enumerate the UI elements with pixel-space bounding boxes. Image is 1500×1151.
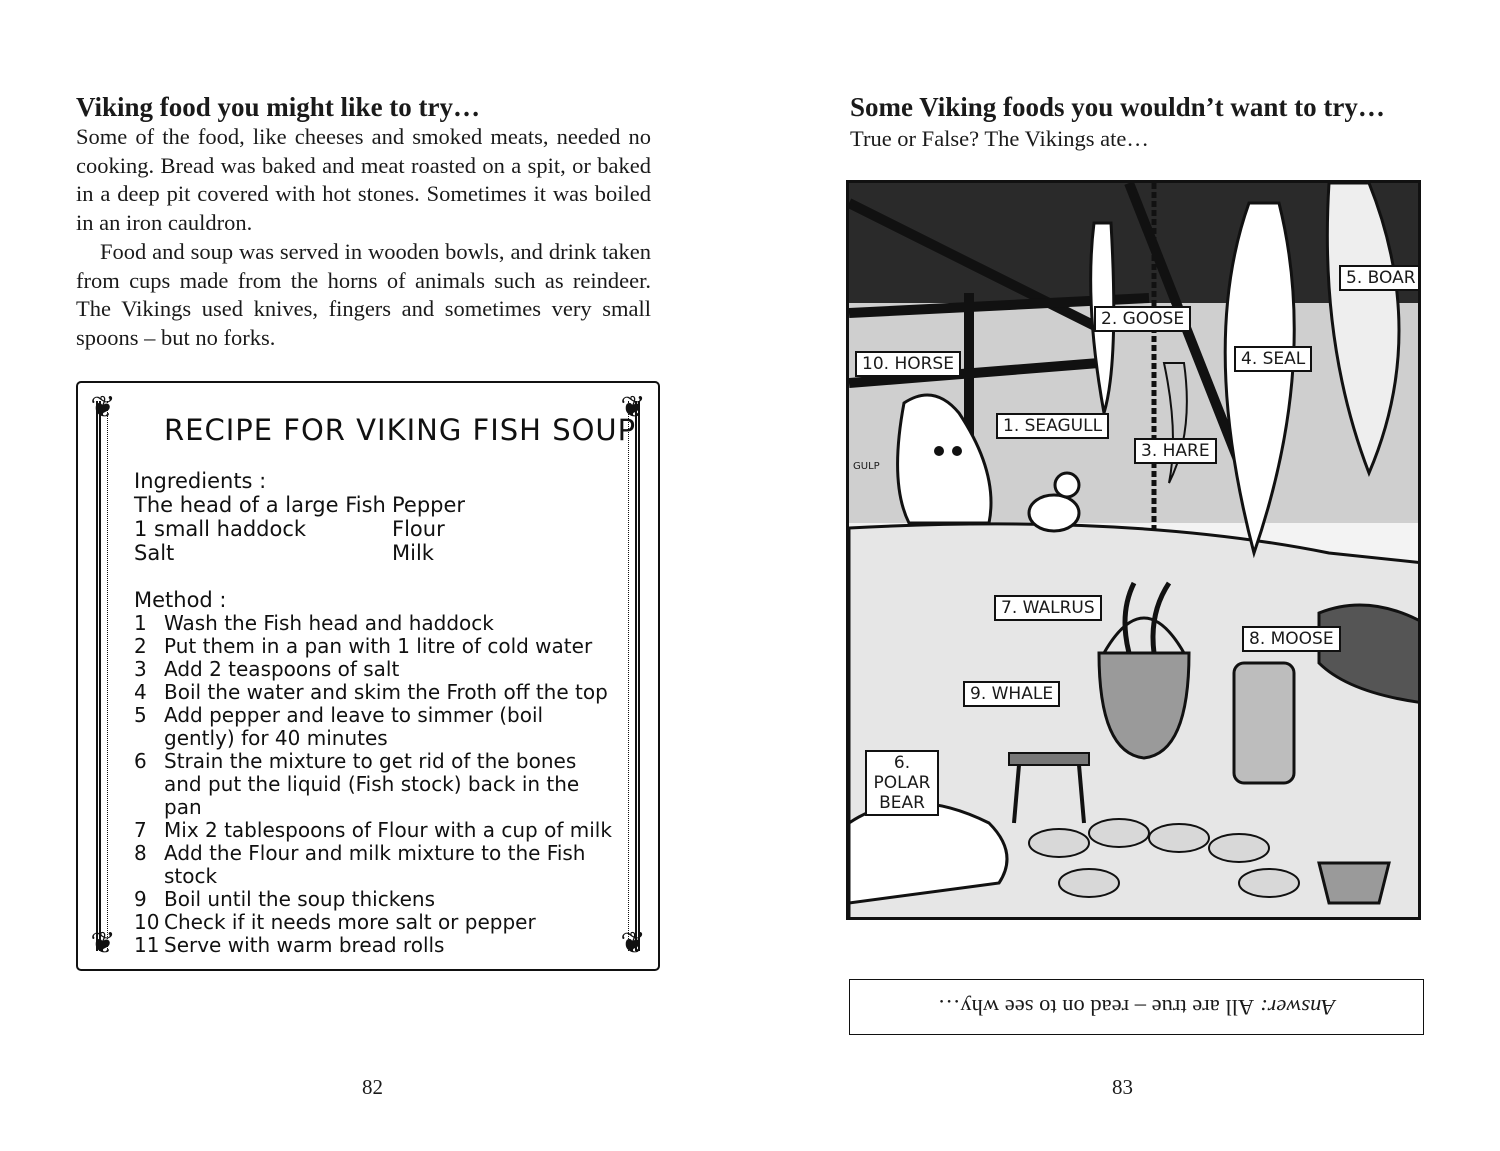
method-step	[134, 934, 614, 957]
method-step	[134, 635, 614, 658]
corner-ornament-icon: ❦	[90, 390, 116, 425]
label-horse: 10. HORSE	[855, 351, 961, 377]
method-step	[134, 888, 614, 911]
label-walrus: 7. WALRUS	[994, 595, 1102, 621]
method-step	[134, 750, 614, 819]
method-step	[134, 704, 614, 750]
step-number: 7	[134, 818, 147, 842]
ingredient-item: Milk	[392, 541, 434, 565]
step-text: Wash the Fish head and haddock	[164, 611, 494, 635]
left-heading: Viking food you might like to try…	[76, 92, 481, 122]
step-text: Add pepper and leave to simmer (boil gently) for 40 minutes	[164, 703, 544, 750]
label-whale: 9. WHALE	[963, 681, 1060, 707]
step-number: 3	[134, 657, 147, 681]
method-step	[134, 819, 614, 842]
step-number: 4	[134, 680, 147, 704]
step-number: 1	[134, 611, 147, 635]
step-number: 9	[134, 887, 147, 911]
step-number: 10	[134, 910, 160, 934]
method-step	[134, 612, 614, 635]
step-number: 8	[134, 841, 147, 865]
upside-down-answer-box	[849, 979, 1424, 1035]
ingredients-heading: Ingredients :	[134, 469, 267, 493]
method-heading: Method :	[134, 588, 227, 612]
ingredients-column-2	[392, 493, 465, 565]
right-subheading: True or False? The Vikings ate…	[850, 126, 1149, 151]
paragraph-cooking: Some of the food, like cheeses and smoked meats, needed no cooking. Bread was baked and meat roasted on a spit, or baked in a deep pit covered with hot stones. Sometimes it was boiled in an iron cauldron.	[76, 124, 651, 235]
ingredient-item: Flour	[392, 517, 445, 541]
label-seagull: 1. SEAGULL	[996, 413, 1109, 439]
label-goose: 2. GOOSE	[1094, 306, 1191, 332]
viking-larder-illustration	[846, 180, 1421, 920]
label-hare: 3. HARE	[1134, 438, 1217, 464]
step-text: Mix 2 tablespoons of Flour with a cup of milk	[164, 818, 612, 842]
corner-ornament-icon: ❦	[620, 926, 646, 961]
corner-ornament-icon: ❦	[620, 390, 646, 425]
method-steps	[134, 612, 614, 957]
paragraph-serving: Food and soup was served in wooden bowls, and drink taken from cups made from the horns of animals such as reindeer. The Vikings used knives, fingers and sometimes very small spoons – but no forks.	[76, 239, 651, 350]
corner-ornament-icon: ❦	[90, 926, 116, 961]
step-text: Boil the water and skim the Froth off the top	[164, 680, 608, 704]
step-number: 5	[134, 703, 147, 727]
step-number: 6	[134, 749, 147, 773]
label-moose: 8. MOOSE	[1242, 626, 1341, 652]
step-text: Boil until the soup thickens	[164, 887, 435, 911]
step-text: Put them in a pan with 1 litre of cold water	[164, 634, 593, 658]
label-polar-bear: 6. POLAR BEAR	[865, 750, 939, 816]
ingredient-item: 1 small haddock	[134, 517, 307, 541]
method-step	[134, 681, 614, 704]
step-text: Check if it needs more salt or pepper	[164, 910, 536, 934]
ingredient-item: Salt	[134, 541, 175, 565]
step-text: Serve with warm bread rolls	[164, 933, 445, 957]
right-page	[750, 0, 1500, 1151]
step-text: Add 2 teaspoons of salt	[164, 657, 400, 681]
ingredient-item: Pepper	[392, 493, 466, 517]
label-seal: 4. SEAL	[1234, 346, 1312, 372]
ingredients-column-1	[134, 493, 386, 565]
answer-label: Answer:	[1260, 995, 1336, 1020]
method-step	[134, 842, 614, 888]
gulp-sound-text: GULP	[853, 461, 880, 472]
page-number: 82	[362, 1075, 383, 1099]
method-step	[134, 911, 614, 934]
step-text: Add the Flour and milk mixture to the Fish stock	[164, 841, 586, 888]
step-number: 2	[134, 634, 147, 658]
page-number: 83	[1112, 1075, 1133, 1099]
right-heading: Some Viking foods you wouldn’t want to try…	[850, 92, 1385, 122]
step-text: Strain the mixture to get rid of the bones and put the liquid (Fish stock) back in the pan	[164, 749, 580, 819]
method-step	[134, 658, 614, 681]
answer-text: All are true – read on to see why…	[937, 995, 1255, 1020]
recipe-card	[76, 381, 660, 971]
step-number: 11	[134, 933, 160, 957]
label-boar: 5. BOAR	[1339, 265, 1421, 291]
ingredient-item: The head of a large Fish	[134, 493, 386, 517]
recipe-title: RECIPE FOR VIKING FISH SOUP	[164, 413, 637, 447]
